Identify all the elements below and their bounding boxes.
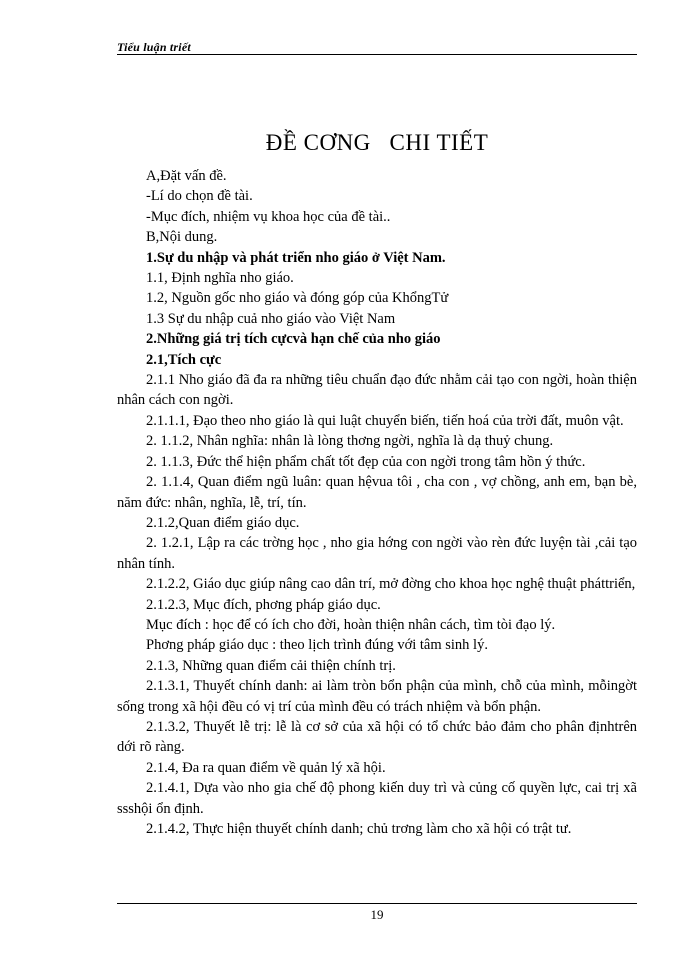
outline-line: 2.1.3.2, Thuyết lễ trị: lễ là cơ sở của xã hội có tổ chức bảo đảm cho phân địnhtrên dới rõ ràng.: [117, 718, 637, 756]
outline-line: 2.1.3, Những quan điểm cải thiện chính trị.: [146, 657, 396, 674]
outline-line: 2.1.4.1, Dựa vào nho gia chế độ phong kiến duy trì và củng cố quyền lực, cai trị xã ssshội ổn định.: [117, 780, 637, 817]
outline-line: 2.1.1.1, Đạo theo nho giáo là qui luật chuyển biến, tiến hoá của trời đất, muôn vật.: [146, 412, 624, 429]
outline-line: -Lí do chọn đề tài.: [146, 188, 253, 205]
outline-line: 2.1.2.3, Mục đích, phơng pháp giáo dục.: [146, 596, 381, 613]
page-number: 19: [370, 907, 384, 922]
outline-heading: 1.Sự du nhập và phát triển nho giáo ở Việt Nam.: [146, 249, 446, 266]
outline-heading: 2.Những giá trị tích cựcvà hạn chế của nho giáo: [146, 331, 441, 348]
outline-line: 2.1.4.2, Thực hiện thuyết chính danh; chủ trơng làm cho xã hội có trật tư.: [146, 821, 572, 837]
outline-line: Mục đích : học để có ích cho đời, hoàn thiện nhân cách, tìm tòi đạo lý.: [146, 616, 556, 633]
outline-line: 1.1, Định nghĩa nho giáo.: [146, 270, 294, 287]
outline-line: 2.1.2.2, Giáo dục giúp nâng cao dân trí, mở đờng cho khoa học nghệ thuật pháttriển,: [146, 576, 636, 593]
outline-line: 2. 1.1.2, Nhân nghĩa: nhân là lòng thơng ngời, nghĩa là dạ thuỷ chung.: [146, 433, 554, 450]
outline-line: B,Nội dung.: [146, 229, 218, 246]
outline-line: 2. 1.1.3, Đức thể hiện phẩm chất tốt đẹp của con ngời trong tâm hồn ý thức.: [146, 453, 586, 470]
outline-line: -Mục đích, nhiệm vụ khoa học của đề tài..: [146, 208, 391, 225]
running-header: Tiểu luận triết: [117, 40, 191, 54]
footer-rule: [117, 903, 637, 904]
outline-line: 2. 1.2.1, Lập ra các trờng học , nho gia hớng con ngời vào rèn đức luyện tài ,cải tạo nhân tính.: [117, 535, 637, 572]
header-rule: [117, 54, 637, 55]
outline-line: 2. 1.1.4, Quan điểm ngũ luân: quan hệvua tôi , cha con , vợ chồng, anh em, bạn bè, năm đức: nhân, nghĩa, lễ, trí, tín.: [117, 474, 637, 511]
outline-line: 1.2, Nguồn gốc nho giáo và đóng góp của KhổngTử: [146, 290, 449, 307]
outline-line: 2.1.3.1, Thuyết chính danh: ai làm tròn bổn phận của mình, chỗ của mình, mỗingờt sống trong xã hội đều có vị trí của mình đều có trách nhiệm và bổn phận.: [117, 678, 637, 715]
outline-line: 2.1.1 Nho giáo đã đa ra những tiêu chuẩn đạo đức nhằm cải tạo con ngời, hoàn thiện nhân cách con ngời.: [117, 372, 637, 409]
outline-line: 2.1.4, Đa ra quan điểm về quản lý xã hội.: [146, 759, 386, 776]
outline-line: 2.1.2,Quan điểm giáo dục.: [146, 514, 300, 531]
outline-line: Phơng pháp giáo dục : theo lịch trình đúng với tâm sinh lý.: [146, 637, 488, 654]
page-title: ĐỀ CƠNG CHI TIẾT: [265, 130, 489, 155]
outline-body: [117, 166, 637, 839]
outline-line: A,Đặt vấn đề.: [146, 168, 227, 184]
outline-line: 1.3 Sự du nhập cuả nho giáo vào Việt Nam: [146, 310, 396, 327]
outline-heading: 2.1,Tích cực: [146, 351, 222, 368]
